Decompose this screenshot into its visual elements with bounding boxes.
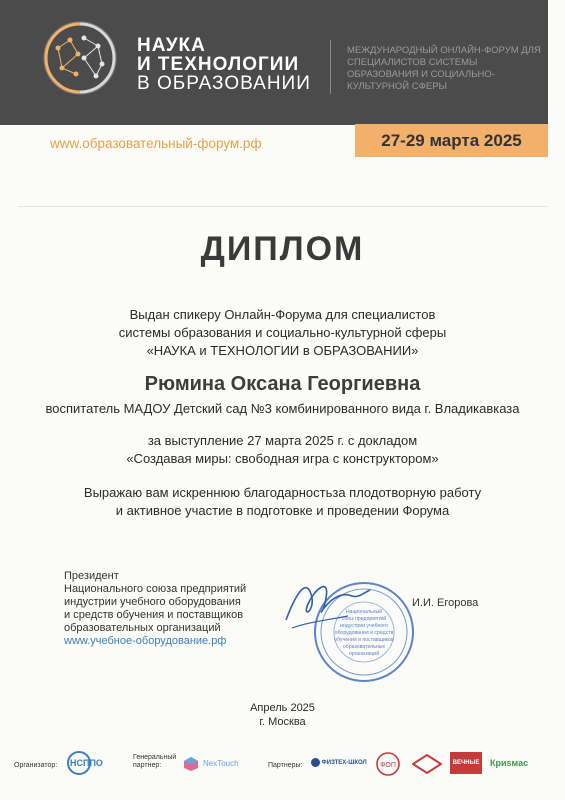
logo-line-2: И ТЕХНОЛОГИИ	[137, 54, 300, 75]
logo-line-1: НАУКА	[137, 35, 206, 56]
signature-mark	[278, 568, 378, 638]
president-site-link[interactable]: www.учебное-оборудование.рф	[64, 635, 227, 647]
partner-logo-3	[412, 754, 442, 774]
partners-footer	[0, 748, 565, 783]
talk-line-2: «Создавая миры: свободная игра с конструктором»	[126, 451, 439, 466]
partner-logo-2	[376, 752, 400, 776]
stamp-line-1: Национальный	[345, 609, 383, 615]
partner-logo-5: Криsмас	[490, 758, 529, 768]
partner-logo-4-text: ВЕЧНЫЕ	[452, 760, 480, 766]
signer-name: И.И. Егорова	[412, 597, 479, 609]
partner-logo-4	[450, 752, 482, 774]
president-line-1: Президент	[64, 570, 119, 582]
general-partner-logo-text: NexTouch	[203, 759, 239, 768]
recipient-position: воспитатель МАДОУ Детский сад №3 комбинированного вида г. Владикавказа	[45, 401, 520, 416]
stamp-line-2: союз предприятий	[341, 616, 387, 622]
stamp-line-3: индустрии учебного	[340, 623, 388, 629]
thanks-line-2: и активное участие в подготовке и проведении Форума	[115, 503, 450, 518]
president-line-5: образовательных организаций	[64, 622, 221, 634]
stamp-line-5: обучения и поставщиков	[334, 637, 394, 643]
president-line-3: индустрии учебного оборудования	[64, 596, 241, 608]
thanks-text	[0, 484, 565, 520]
diploma-title: ДИПЛОМ	[200, 230, 365, 268]
brain-logo-icon	[40, 18, 120, 98]
stamp-line-4: оборудования и средств	[334, 630, 394, 636]
organizer-logo	[66, 750, 106, 776]
forum-logo-title	[137, 36, 311, 93]
partner-logo-2-text: ФОП	[380, 762, 396, 769]
president-line-4: и средств обучения и поставщиков	[64, 609, 244, 621]
organizer-label: Организатор:	[14, 762, 58, 769]
divider-line	[18, 206, 548, 207]
thanks-line-1: Выражаю вам искреннюю благодарностьза плодотворную работу	[83, 485, 482, 500]
partners-label: Партнеры:	[268, 762, 303, 769]
general-partner-label-1: Генеральный	[133, 754, 177, 761]
stamp-line-6: образовательных	[342, 644, 386, 650]
president-line-2: Национального союза предприятий	[64, 583, 247, 595]
talk-text	[0, 432, 565, 468]
general-partner-label-2: партнер:	[133, 762, 162, 769]
forum-subtitle: МЕЖДУНАРОДНЫЙ ОНЛАЙН-ФОРУМ ДЛЯ СПЕЦИАЛИСТОВ СИСТЕМЫ ОБРАЗОВАНИЯ И СОЦИАЛЬНО-КУЛЬТУРНОЙ СФЕРЫ	[347, 45, 541, 92]
forum-url: www.образовательный-форум.рф	[50, 136, 262, 151]
awarded-text	[0, 306, 565, 360]
forum-dates: 27-29 марта 2025	[355, 124, 548, 157]
recipient-name: Рюмина Оксана Георгиевна	[144, 373, 421, 395]
president-block	[64, 570, 246, 648]
general-partner-logo	[183, 756, 243, 774]
awarded-line-1: Выдан спикеру Онлайн-Форума для специалистов	[129, 307, 436, 322]
issue-block	[0, 701, 565, 729]
general-partner-label	[133, 754, 176, 770]
issue-city: г. Москва	[259, 716, 306, 728]
issue-date: Апрель 2025	[250, 702, 315, 714]
nextouch-logo-icon	[183, 756, 199, 772]
organizer-logo-text: НСППО	[70, 758, 103, 768]
stamp-line-7: организаций	[348, 651, 380, 657]
header-divider	[330, 40, 331, 94]
bop-logo-icon	[412, 754, 442, 774]
partner-logo-1-text: ФИЗТЕХ-ШКОЛ	[321, 760, 367, 767]
fop-logo-icon	[376, 752, 400, 776]
header-band	[0, 0, 548, 125]
partner-logo-1	[311, 758, 367, 767]
awarded-line-3: «НАУКА и ТЕХНОЛОГИИ в ОБРАЗОВАНИИ»	[146, 343, 419, 358]
awarded-line-2: системы образования и социально-культурной сферы	[118, 325, 447, 340]
fiztech-logo-icon	[311, 758, 320, 767]
talk-line-1: за выступление 27 марта 2025 г. с докладом	[147, 433, 418, 448]
logo-line-3: В ОБРАЗОВАНИИ	[137, 73, 311, 94]
